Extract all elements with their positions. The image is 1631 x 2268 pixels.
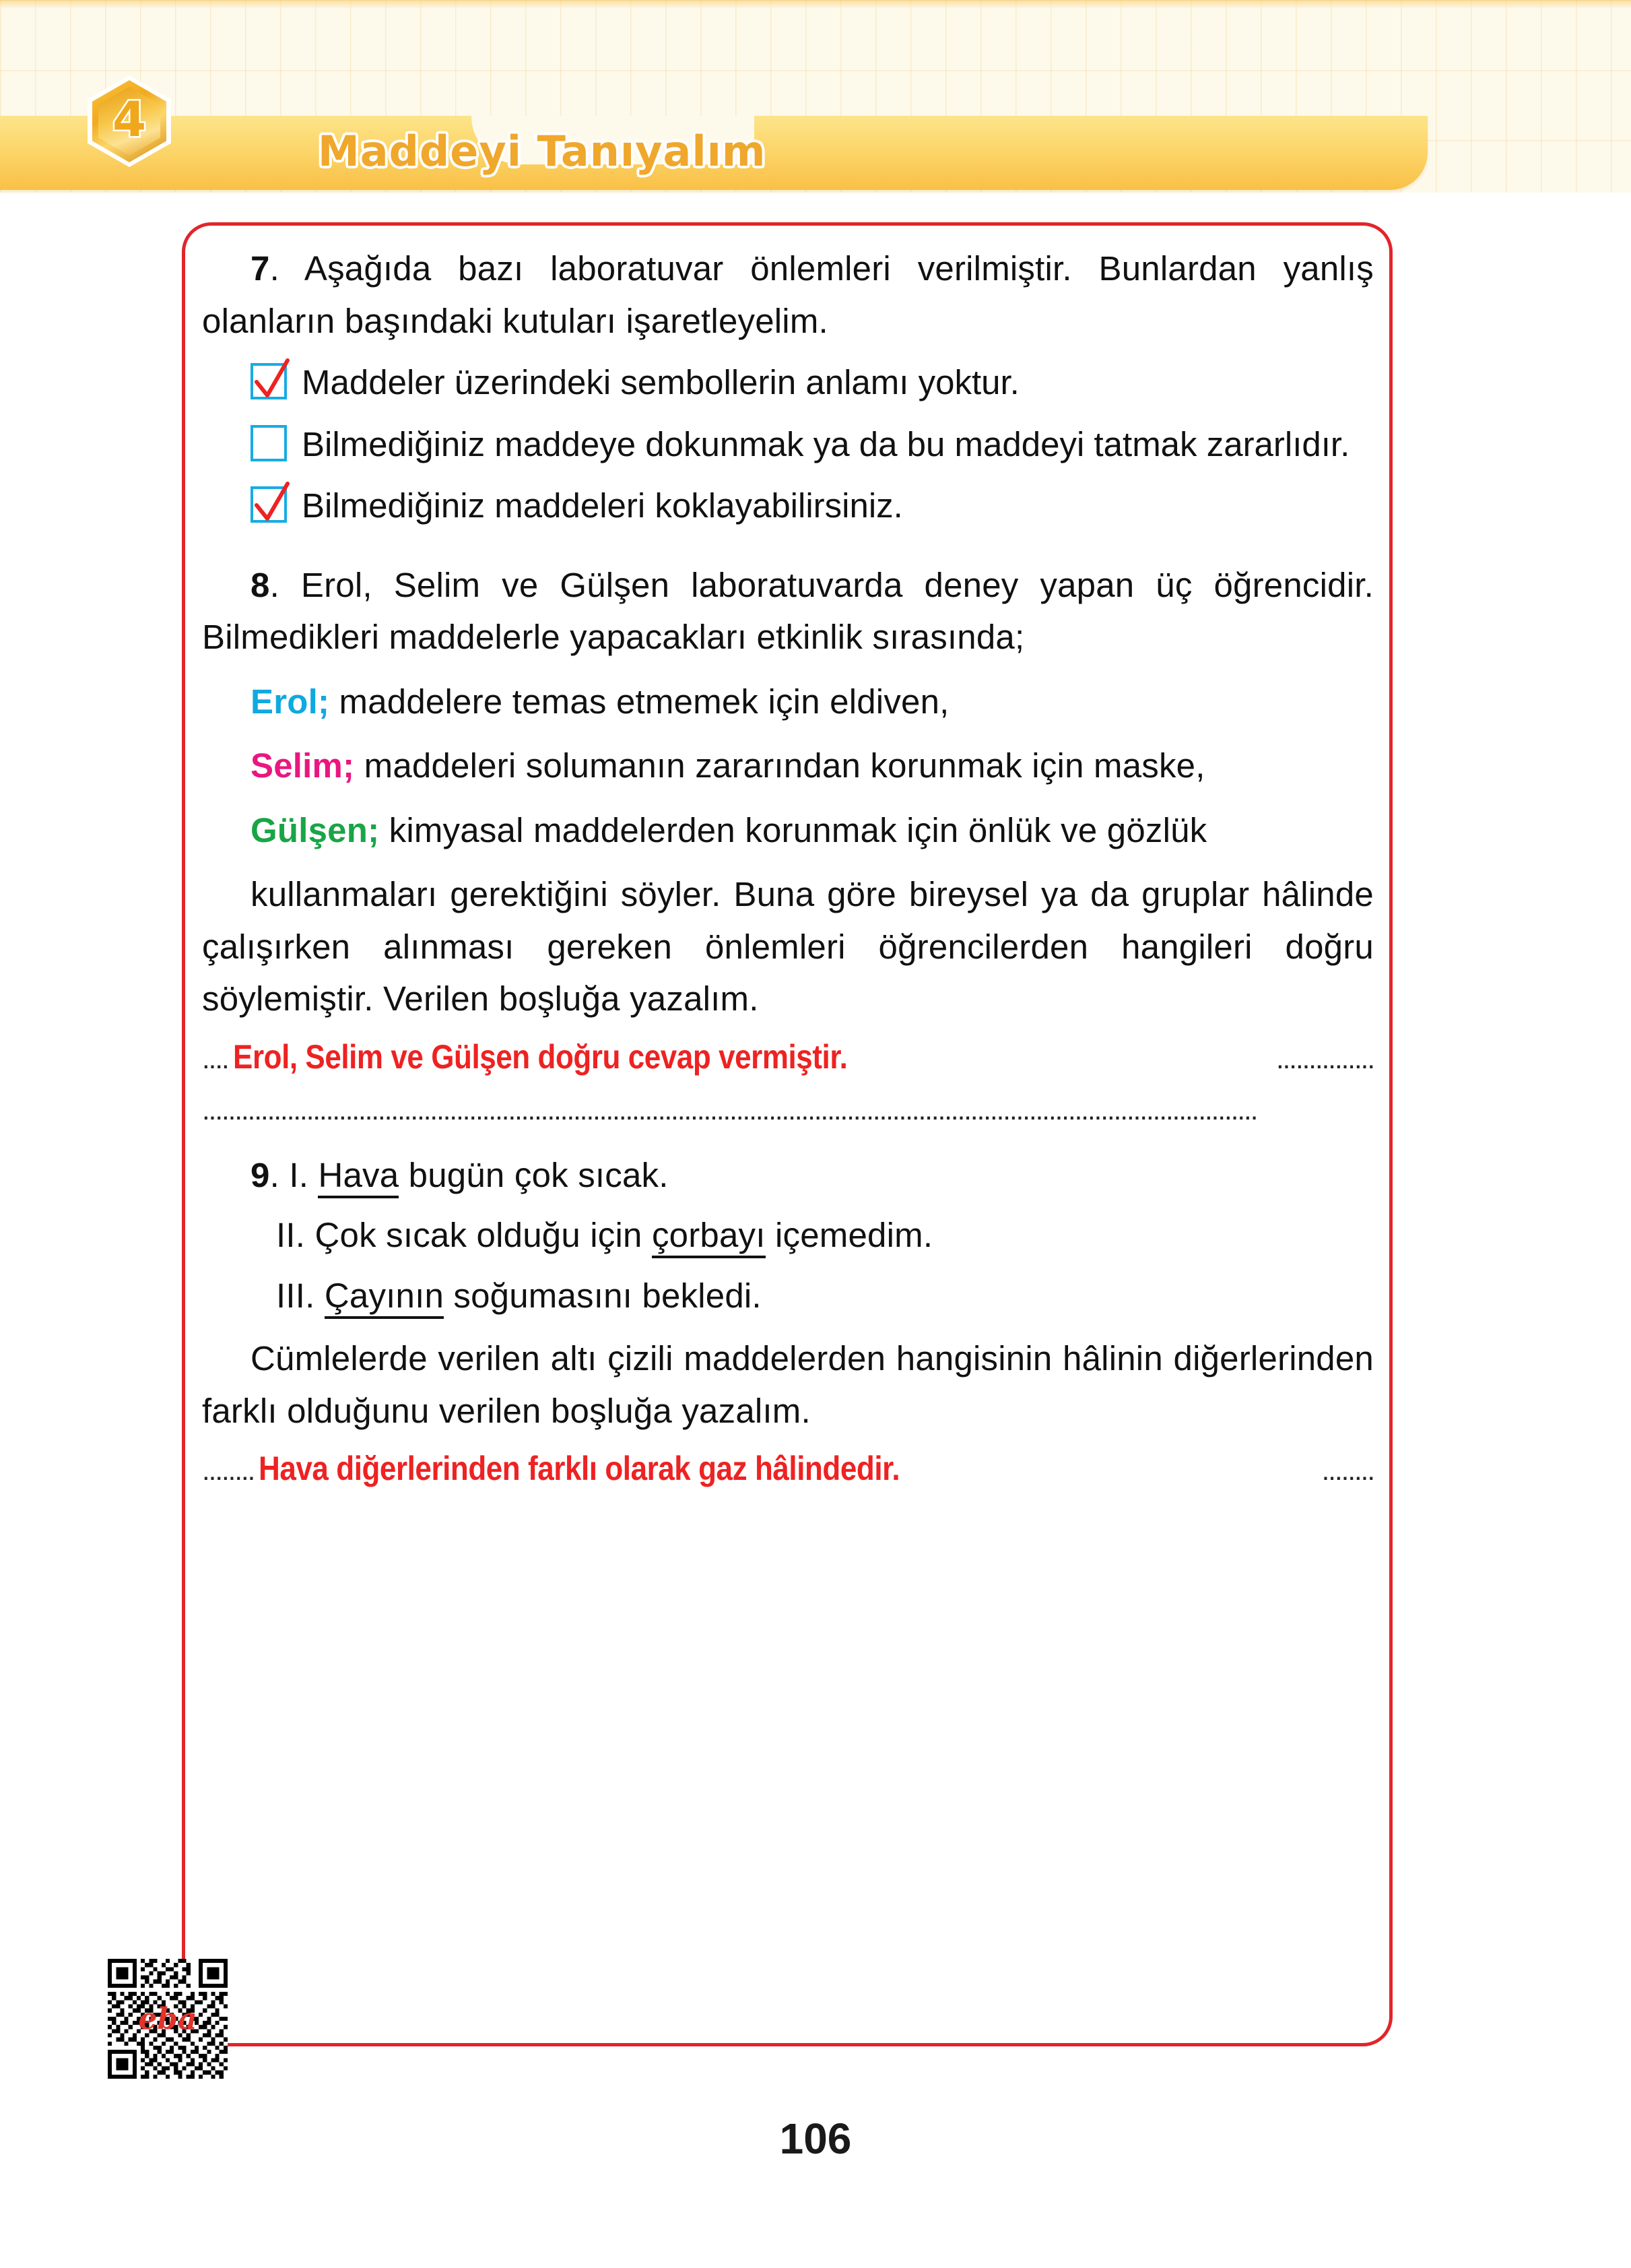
check-mark-icon — [251, 480, 292, 529]
q8-line-erol-text: maddelere temas etmemek için eldiven, — [329, 682, 950, 721]
q9-item-2-label: II. — [276, 1216, 306, 1255]
q9-item-3-underlined: Çayının — [325, 1276, 444, 1319]
q8-line-gulsen — [202, 804, 1374, 857]
question-7-prompt-text: . Aşağıda bazı laboratuvar önlemleri verilmiştir. Bunlardan yanlış olanların başındaki kutuları işaretleyelim. — [202, 249, 1374, 340]
q9-item-2-before: Çok sıcak olduğu için — [305, 1216, 652, 1255]
q9-item-2-underlined: çorbayı — [652, 1216, 766, 1258]
q9-dots-after: ........ — [1321, 1454, 1374, 1487]
q9-item-3-after: soğumasını bekledi. — [444, 1276, 762, 1315]
eba-logo-text: eba — [138, 2001, 197, 2036]
question-7-prompt — [202, 242, 1374, 347]
q8-line-selim — [202, 740, 1374, 792]
q8-dots-before: .... — [202, 1042, 228, 1074]
check-mark-icon — [251, 356, 292, 406]
student-name-selim: Selim — [251, 746, 343, 785]
q9-dots-before: ........ — [202, 1454, 255, 1487]
question-9-prompt-text: Cümlelerde verilen altı çizili maddelerden hangisinin hâlinin diğerlerinden farklı olduğunu verilen boşluğa yazalım. — [202, 1339, 1374, 1430]
qr-code[interactable] — [108, 1959, 228, 2079]
q7-option-3-label: Bilmediğiniz maddeleri koklayabilirsiniz. — [302, 486, 903, 525]
q9-item-1-before — [308, 1156, 318, 1194]
q8-answer-text: Erol, Selim ve Gülşen doğru cevap vermiştir. — [232, 1037, 848, 1076]
separator: ; — [343, 746, 355, 785]
q8-closing-text: kullanmaları gerektiğini söyler. Buna göre bireysel ya da gruplar hâlinde çalışırken alınması gereken önlemleri öğrencilerden hangileri doğru söylemiştir. Verilen boşluğa yazalım. — [202, 875, 1374, 1018]
q8-dots-after: ............... — [1275, 1042, 1374, 1074]
q7-option-2-label: Bilmediğiniz maddeye dokunmak ya da bu maddeyi tatmak zararlıdır. — [302, 424, 1350, 463]
question-8-prompt — [202, 559, 1374, 663]
question-9-number: 9 — [251, 1155, 270, 1194]
q9-item-2-after: içemedim. — [765, 1216, 933, 1255]
q9-item-1-underlined: Hava — [318, 1156, 399, 1198]
q8-line-gulsen-text: kimyasal maddelerden korunmak için önlük ve gözlük — [379, 810, 1207, 849]
question-8-number: 8 — [251, 565, 270, 604]
question-7-number: 7 — [251, 249, 270, 288]
unit-number-label: 4 — [112, 91, 147, 148]
q8-blank-rule[interactable]: .................................................................................................................................................................. — [202, 1093, 1257, 1126]
q8-line-selim-text: maddeleri solumanın zararından korunmak için maske, — [354, 746, 1205, 785]
checkbox-checked[interactable] — [251, 486, 287, 523]
separator: ; — [318, 682, 330, 721]
exercise-content — [202, 242, 1374, 1488]
unit-number-badge — [88, 75, 171, 167]
q7-option-1-label: Maddeler üzerindeki sembollerin anlamı yoktur. — [302, 363, 1020, 402]
q9-answer-text: Hava diğerlerinden farklı olarak gaz hâlindedir. — [259, 1450, 900, 1488]
q9-answer-line[interactable] — [202, 1449, 1374, 1488]
checkbox-checked[interactable] — [251, 363, 287, 399]
student-name-erol: Erol — [251, 682, 318, 721]
unit-title: Maddeyi Tanıyalım — [318, 127, 766, 176]
q8-answer-line[interactable] — [202, 1037, 1374, 1076]
question-9-item-3 — [202, 1270, 1374, 1322]
student-name-gulsen: Gülşen — [251, 810, 368, 849]
q9-item-3-before — [314, 1276, 324, 1315]
question-9-item-2 — [202, 1209, 1374, 1262]
q8-line-erol — [202, 676, 1374, 728]
question-8-prompt-text: . Erol, Selim ve Gülşen laboratuvarda deney yapan üç öğrencidir. Bilmedikleri maddelerle yapacakları etkinlik sırasında; — [202, 565, 1374, 657]
page-number: 106 — [779, 2114, 852, 2163]
q7-option-3[interactable] — [202, 480, 1374, 532]
checkbox-unchecked[interactable] — [251, 425, 287, 461]
q9-item-1-after: bugün çok sıcak. — [399, 1155, 669, 1194]
q7-option-1[interactable] — [202, 356, 1374, 409]
qr-code-matrix — [108, 1959, 228, 2079]
q9-item-1-label: I. — [289, 1155, 309, 1194]
separator: ; — [368, 810, 380, 849]
q7-option-2[interactable] — [202, 418, 1374, 471]
question-9-item-1: 9. I. Hava bugün çok sıcak. — [202, 1149, 1374, 1202]
q9-item-3-label: III. — [276, 1276, 315, 1315]
